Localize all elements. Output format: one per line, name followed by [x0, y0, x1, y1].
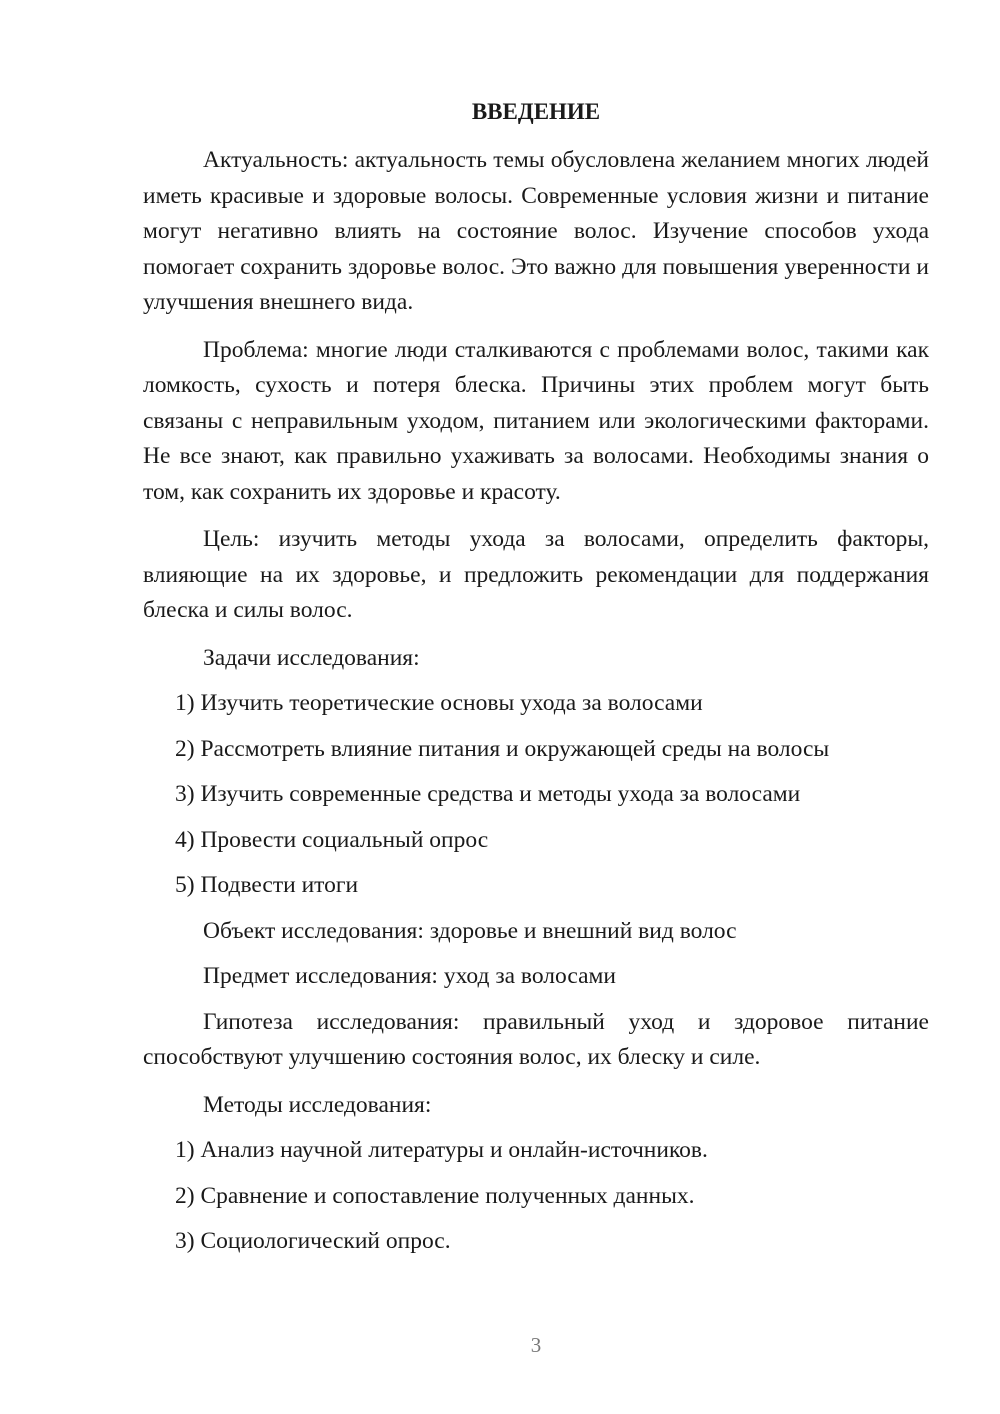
relevance-paragraph: Актуальность: актуальность темы обусловлена желанием многих людей иметь красивые и здоровые волосы. Современные условия жизни и питание могут негативно влиять на состояние волос. Изучение способов ухода помогает сохранить здоровье волос. Это важно для повышения уверенности и улучшения внешнего вида.	[143, 147, 929, 315]
tasks-heading: Задачи исследования:	[203, 644, 420, 671]
task-item: 3) Изучить современные средства и методы ухода за волосами	[175, 781, 801, 807]
research-subject: Предмет исследования: уход за волосами	[203, 963, 616, 989]
task-item: 5) Подвести итоги	[175, 872, 359, 898]
hypothesis-paragraph: Гипотеза исследования: правильный уход и здоровое питание способствуют улучшению состояния волос, их блеску и силе.	[143, 1008, 929, 1070]
goal-paragraph: Цель: изучить методы ухода за волосами, определить факторы, влияющие на их здоровье, и предложить рекомендации для поддержания блеска и силы волос.	[143, 526, 929, 623]
document-body	[143, 143, 929, 1270]
method-item: 1) Анализ научной литературы и онлайн-источников.	[175, 1137, 708, 1163]
tasks-list	[143, 686, 929, 914]
methods-list	[143, 1133, 929, 1270]
method-item: 3) Социологический опрос.	[175, 1228, 451, 1254]
task-item: 4) Провести социальный опрос	[175, 826, 489, 853]
problem-paragraph: Проблема: многие люди сталкиваются с проблемами волос, такими как ломкость, сухость и потеря блеска. Причины этих проблем могут быть связаны с неправильным уходом, питанием или экологическими факторами. Не все знают, как правильно ухаживать за волосами. Необходимы знания о том, как сохранить их здоровье и красоту.	[143, 336, 929, 505]
research-object: Объект исследования: здоровье и внешний вид волос	[203, 917, 737, 944]
method-item: 2) Сравнение и сопоставление полученных данных.	[175, 1182, 695, 1209]
methods-heading: Методы исследования:	[203, 1091, 432, 1118]
page-number: 3	[530, 1333, 542, 1357]
task-item: 2) Рассмотреть влияние питания и окружающей среды на волосы	[175, 735, 830, 762]
task-item: 1) Изучить теоретические основы ухода за волосами	[175, 690, 703, 716]
page-title: ВВЕДЕНИЕ	[471, 99, 601, 124]
